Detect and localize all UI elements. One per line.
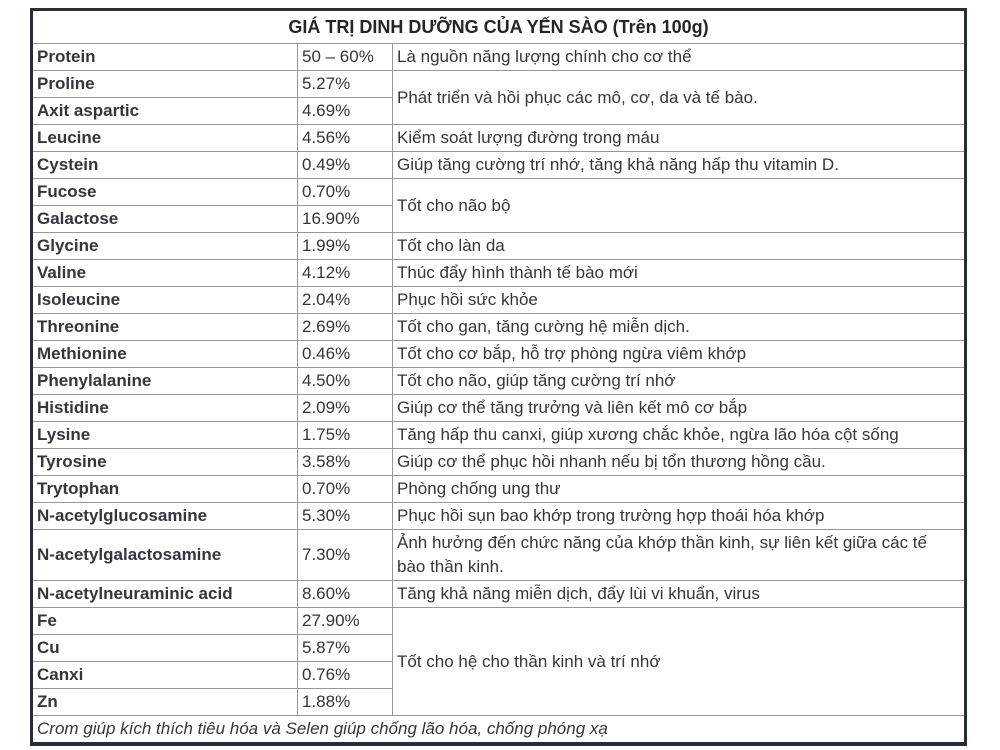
nutrient-name: Fe (32, 608, 298, 635)
nutrition-table (30, 8, 967, 746)
table-row (32, 503, 966, 530)
table-footer-row (32, 716, 966, 745)
table-row (32, 314, 966, 341)
table-row (32, 71, 966, 98)
nutrient-name: Tyrosine (32, 449, 298, 476)
nutrient-percent: 2.09% (298, 395, 393, 422)
nutrient-name: Proline (32, 71, 298, 98)
table-row (32, 449, 966, 476)
nutrient-name: Histidine (32, 395, 298, 422)
nutrient-benefit: Tốt cho cơ bắp, hỗ trợ phòng ngừa viêm khớp (393, 341, 966, 368)
nutrient-name: N-acetylgalactosamine (32, 530, 298, 581)
nutrient-name: Galactose (32, 206, 298, 233)
nutrient-percent: 4.56% (298, 125, 393, 152)
nutrient-name: Cystein (32, 152, 298, 179)
nutrient-percent: 0.49% (298, 152, 393, 179)
nutrient-benefit: Tốt cho não, giúp tăng cường trí nhớ (393, 368, 966, 395)
nutrient-percent: 2.04% (298, 287, 393, 314)
nutrient-name: Zn (32, 689, 298, 716)
nutrient-percent: 0.76% (298, 662, 393, 689)
nutrient-percent: 4.50% (298, 368, 393, 395)
nutrient-percent: 1.75% (298, 422, 393, 449)
nutrient-benefit: Tốt cho gan, tăng cường hệ miễn dịch. (393, 314, 966, 341)
nutrient-benefit: Phục hồi sức khỏe (393, 287, 966, 314)
nutrient-benefit: Ảnh hưởng đến chức năng của khớp thần kinh, sự liên kết giữa các tế bào thần kinh. (393, 530, 966, 581)
nutrient-benefit: Kiểm soát lượng đường trong máu (393, 125, 966, 152)
nutrient-percent: 8.60% (298, 581, 393, 608)
table-row (32, 368, 966, 395)
nutrient-percent: 7.30% (298, 530, 393, 581)
nutrient-name: Trytophan (32, 476, 298, 503)
table-row (32, 476, 966, 503)
nutrient-percent: 5.30% (298, 503, 393, 530)
nutrient-benefit: Phát triển và hồi phục các mô, cơ, da và tế bào. (393, 71, 966, 125)
nutrient-name: Canxi (32, 662, 298, 689)
table-row (32, 608, 966, 635)
nutrient-percent: 4.69% (298, 98, 393, 125)
nutrient-percent: 27.90% (298, 608, 393, 635)
table-row (32, 395, 966, 422)
table-row (32, 287, 966, 314)
nutrient-percent: 5.27% (298, 71, 393, 98)
table-title: GIÁ TRỊ DINH DƯỠNG CỦA YẾN SÀO (Trên 100g) (32, 10, 966, 44)
table-footer-note: Crom giúp kích thích tiêu hóa và Selen giúp chống lão hóa, chống phóng xạ (32, 716, 966, 745)
table-title-row (32, 10, 966, 44)
nutrient-percent: 2.69% (298, 314, 393, 341)
nutrient-name: Methionine (32, 341, 298, 368)
nutrient-benefit: Giúp cơ thể phục hồi nhanh nếu bị tổn thương hồng cầu. (393, 449, 966, 476)
nutrient-name: Glycine (32, 233, 298, 260)
nutrient-name: Leucine (32, 125, 298, 152)
nutrient-name: N-acetylneuraminic acid (32, 581, 298, 608)
nutrient-percent: 4.12% (298, 260, 393, 287)
nutrient-name: Fucose (32, 179, 298, 206)
nutrient-name: N-acetylglucosamine (32, 503, 298, 530)
nutrient-percent: 1.88% (298, 689, 393, 716)
nutrient-name: Lysine (32, 422, 298, 449)
nutrient-name: Valine (32, 260, 298, 287)
nutrient-benefit: Phòng chống ung thư (393, 476, 966, 503)
table-row (32, 179, 966, 206)
nutrient-name: Axit aspartic (32, 98, 298, 125)
table-row (32, 260, 966, 287)
nutrient-benefit: Là nguồn năng lượng chính cho cơ thể (393, 44, 966, 71)
nutrient-percent: 0.46% (298, 341, 393, 368)
table-row (32, 125, 966, 152)
table-row (32, 233, 966, 260)
nutrient-benefit: Tốt cho làn da (393, 233, 966, 260)
nutrient-percent: 0.70% (298, 179, 393, 206)
nutrient-benefit: Giúp cơ thể tăng trưởng và liên kết mô cơ bắp (393, 395, 966, 422)
nutrient-percent: 3.58% (298, 449, 393, 476)
table-row (32, 341, 966, 368)
table-row (32, 530, 966, 581)
nutrient-name: Phenylalanine (32, 368, 298, 395)
table-body (32, 44, 966, 716)
nutrient-percent: 1.99% (298, 233, 393, 260)
table-row (32, 152, 966, 179)
nutrient-name: Isoleucine (32, 287, 298, 314)
nutrient-benefit: Giúp tăng cường trí nhớ, tăng khả năng hấp thu vitamin D. (393, 152, 966, 179)
nutrient-percent: 5.87% (298, 635, 393, 662)
nutrient-benefit: Phục hồi sụn bao khớp trong trường hợp thoái hóa khớp (393, 503, 966, 530)
nutrient-percent: 16.90% (298, 206, 393, 233)
nutrient-name: Protein (32, 44, 298, 71)
nutrient-percent: 0.70% (298, 476, 393, 503)
table-row (32, 44, 966, 71)
nutrient-benefit: Thúc đẩy hình thành tế bào mới (393, 260, 966, 287)
table-row (32, 422, 966, 449)
nutrient-benefit: Tăng hấp thu canxi, giúp xương chắc khỏe, ngừa lão hóa cột sống (393, 422, 966, 449)
nutrient-percent: 50 – 60% (298, 44, 393, 71)
table-row (32, 581, 966, 608)
nutrient-name: Cu (32, 635, 298, 662)
nutrient-benefit: Tốt cho não bộ (393, 179, 966, 233)
nutrient-benefit: Tốt cho hệ cho thần kinh và trí nhớ (393, 608, 966, 716)
nutrient-benefit: Tăng khả năng miễn dịch, đẩy lùi vi khuẩn, virus (393, 581, 966, 608)
nutrient-name: Threonine (32, 314, 298, 341)
